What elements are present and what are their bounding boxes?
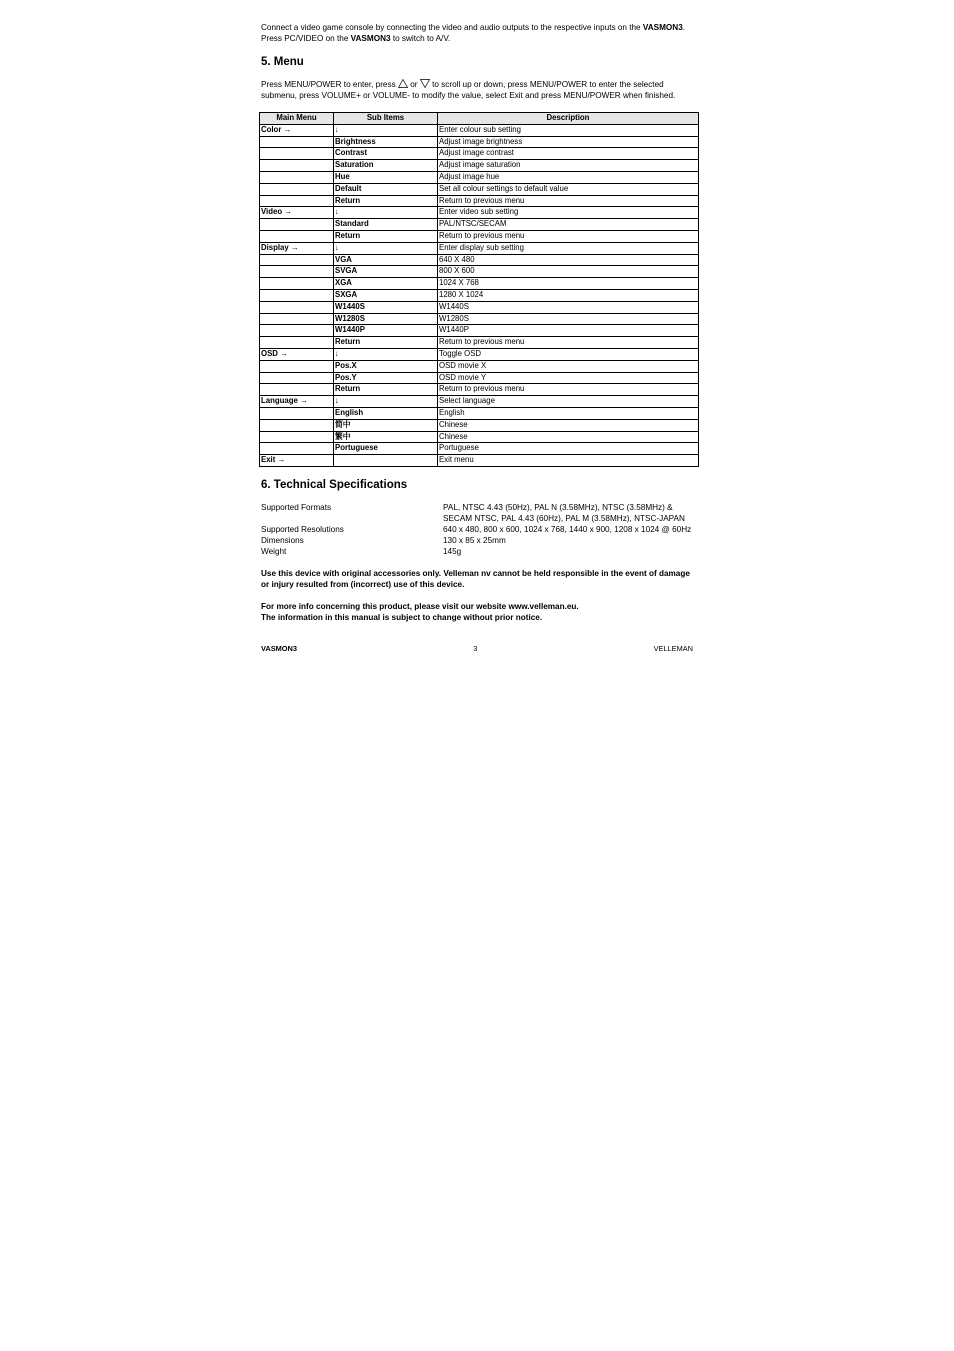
main-menu-cell: OSD → [260, 348, 334, 360]
description-cell: Adjust image saturation [438, 160, 699, 172]
main-menu-cell [260, 337, 334, 349]
description-cell: 640 X 480 [438, 254, 699, 266]
sub-item-cell: VGA [334, 254, 438, 266]
table-row [260, 289, 699, 301]
main-menu-cell [260, 372, 334, 384]
sub-item-cell: Return [334, 230, 438, 242]
table-row [260, 183, 699, 195]
table-row [260, 325, 699, 337]
main-menu-cell [260, 325, 334, 337]
sub-item-cell: English [334, 407, 438, 419]
table-row [260, 242, 699, 254]
table-row [260, 195, 699, 207]
main-menu-cell [260, 254, 334, 266]
manual-page [261, 22, 698, 631]
description-cell: Chinese [438, 431, 699, 443]
table-row [260, 148, 699, 160]
header-main-menu: Main Menu [260, 113, 334, 125]
header-sub-items: Sub Items [334, 113, 438, 125]
description-cell: 1024 X 768 [438, 278, 699, 290]
spec-label: Weight [261, 546, 287, 556]
instr-text-1: Press MENU/POWER to enter, press [261, 80, 398, 89]
spec-value: 145g [443, 546, 462, 556]
table-row [260, 337, 699, 349]
spec-label: Supported Formats [261, 502, 332, 512]
table-row [260, 278, 699, 290]
description-cell: Return to previous menu [438, 337, 699, 349]
description-cell: Adjust image contrast [438, 148, 699, 160]
sub-item-cell: XGA [334, 278, 438, 290]
info-line-1: For more info concerning this product, please visit our website www.velleman.eu. [261, 601, 579, 611]
menu-table-body [260, 124, 699, 466]
sub-item-cell: Return [334, 195, 438, 207]
sub-item-cell: ↓ [334, 124, 438, 136]
description-cell: Enter display sub setting [438, 242, 699, 254]
main-menu-cell [260, 183, 334, 195]
spec-row [261, 502, 698, 524]
table-row [260, 136, 699, 148]
footer-model: VASMON3 [261, 644, 297, 653]
main-menu-cell: Language → [260, 396, 334, 408]
description-cell: Enter colour sub setting [438, 124, 699, 136]
main-menu-cell [260, 360, 334, 372]
menu-table [259, 112, 699, 467]
main-menu-cell: Color → [260, 124, 334, 136]
sub-item-cell: ↓ [334, 348, 438, 360]
description-cell: Toggle OSD [438, 348, 699, 360]
page-footer [261, 644, 693, 653]
sub-item-cell: Hue [334, 171, 438, 183]
description-cell: OSD movie Y [438, 372, 699, 384]
spec-value: PAL, NTSC 4.43 (50Hz), PAL N (3.58MHz), NTSC (3.58MHz) & SECAM NTSC, PAL 4.43 (60Hz), PAL M (3.58MHz), NTSC-JAPAN [443, 502, 685, 523]
table-row [260, 266, 699, 278]
sub-item-cell: SVGA [334, 266, 438, 278]
table-row [260, 254, 699, 266]
table-row [260, 230, 699, 242]
instr-text-or: or [407, 80, 420, 89]
sub-item-cell: Pos.X [334, 360, 438, 372]
main-menu-cell [260, 219, 334, 231]
main-menu-cell [260, 289, 334, 301]
description-cell: Select language [438, 396, 699, 408]
sub-item-cell: 繁中 [334, 431, 438, 443]
menu-section-title: 5. Menu [261, 56, 304, 68]
sub-item-cell: ↓ [334, 242, 438, 254]
sub-item-cell: Pos.Y [334, 372, 438, 384]
main-menu-cell [260, 313, 334, 325]
main-menu-cell [260, 431, 334, 443]
sub-item-cell: ↓ [334, 207, 438, 219]
table-row [260, 207, 699, 219]
table-row [260, 372, 699, 384]
description-cell: Enter video sub setting [438, 207, 699, 219]
spec-label: Supported Resolutions [261, 524, 344, 534]
spec-value: 640 x 480, 800 x 600, 1024 x 768, 1440 x 900, 1208 x 1024 @ 60Hz [443, 524, 692, 534]
main-menu-cell [260, 230, 334, 242]
header-description: Description [438, 113, 699, 125]
main-menu-cell [260, 148, 334, 160]
spec-row [261, 546, 698, 557]
main-menu-cell [260, 407, 334, 419]
sub-item-cell: Brightness [334, 136, 438, 148]
main-menu-cell [260, 136, 334, 148]
table-row [260, 443, 699, 455]
footer-brand: VELLEMAN [653, 644, 693, 653]
menu-table-header [260, 113, 699, 125]
description-cell: Chinese [438, 419, 699, 431]
main-menu-cell: Video → [260, 207, 334, 219]
intro-text-2: . Press PC/VIDEO on the [261, 23, 686, 43]
main-menu-cell: Exit → [260, 455, 334, 467]
description-cell: 1280 X 1024 [438, 289, 699, 301]
main-menu-cell: Display → [260, 242, 334, 254]
description-cell: OSD movie X [438, 360, 699, 372]
table-row [260, 301, 699, 313]
intro-paragraph [261, 22, 698, 44]
table-row [260, 384, 699, 396]
description-cell: Return to previous menu [438, 195, 699, 207]
spec-row [261, 535, 698, 546]
table-row [260, 313, 699, 325]
description-cell: Portuguese [438, 443, 699, 455]
info-note [261, 601, 698, 623]
table-row [260, 407, 699, 419]
footer-page-number: 3 [473, 644, 478, 653]
main-menu-cell [260, 266, 334, 278]
triangle-up-icon [398, 79, 408, 88]
table-row [260, 219, 699, 231]
table-row [260, 431, 699, 443]
description-cell: Return to previous menu [438, 230, 699, 242]
sub-item-cell: Portuguese [334, 443, 438, 455]
main-menu-cell [260, 443, 334, 455]
intro-text-1: Connect a video game console by connecting the video and audio outputs to the respective inputs on the [261, 23, 643, 32]
table-row [260, 171, 699, 183]
spec-label: Dimensions [261, 535, 304, 545]
sub-item-cell: Contrast [334, 148, 438, 160]
sub-item-cell: 简中 [334, 419, 438, 431]
info-line-2: The information in this manual is subject to change without prior notice. [261, 612, 543, 622]
main-menu-cell [260, 160, 334, 172]
intro-text-3: to switch to A/V. [390, 34, 451, 43]
table-row [260, 124, 699, 136]
specs-section-title: 6. Technical Specifications [261, 478, 408, 491]
spec-value: 130 x 85 x 25mm [443, 535, 506, 545]
warning-note: Use this device with original accessories only. Velleman nv cannot be held responsible in the event of damage or injury resulted from (incorrect) use of this device. [261, 568, 690, 589]
spec-row [261, 524, 698, 535]
table-row [260, 419, 699, 431]
sub-item-cell: W1280S [334, 313, 438, 325]
table-row [260, 360, 699, 372]
description-cell: PAL/NTSC/SECAM [438, 219, 699, 231]
main-menu-cell [260, 301, 334, 313]
description-cell: Adjust image brightness [438, 136, 699, 148]
intro-model-1: VASMON3 [642, 23, 683, 32]
sub-item-cell: W1440S [334, 301, 438, 313]
description-cell: Adjust image hue [438, 171, 699, 183]
description-cell: Exit menu [438, 455, 699, 467]
sub-item-cell: W1440P [334, 325, 438, 337]
main-menu-cell [260, 278, 334, 290]
description-cell: W1440P [438, 325, 699, 337]
sub-item-cell: ↓ [334, 396, 438, 408]
table-row [260, 348, 699, 360]
table-row [260, 455, 699, 467]
menu-instructions [261, 79, 698, 101]
triangle-down-icon [420, 79, 430, 88]
table-row [260, 396, 699, 408]
sub-item-cell: SXGA [334, 289, 438, 301]
table-row [260, 160, 699, 172]
intro-model-2: VASMON3 [350, 34, 391, 43]
main-menu-cell [260, 195, 334, 207]
specs-list [261, 502, 698, 557]
sub-item-cell: Standard [334, 219, 438, 231]
instr-text-2: to scroll up or down, press MENU/POWER to enter the selected submenu, press VOLUME+ or VOLUME- to modify the value, select Exit and press MENU/POWER when finished. [261, 80, 676, 100]
sub-item-cell: Saturation [334, 160, 438, 172]
description-cell: 800 X 600 [438, 266, 699, 278]
sub-item-cell: Return [334, 337, 438, 349]
description-cell: Set all colour settings to default value [438, 183, 699, 195]
main-menu-cell [260, 171, 334, 183]
description-cell: Return to previous menu [438, 384, 699, 396]
description-cell: English [438, 407, 699, 419]
description-cell: W1440S [438, 301, 699, 313]
main-menu-cell [260, 419, 334, 431]
sub-item-cell: Default [334, 183, 438, 195]
sub-item-cell: Return [334, 384, 438, 396]
main-menu-cell [260, 384, 334, 396]
description-cell: W1280S [438, 313, 699, 325]
sub-item-cell [334, 455, 438, 467]
